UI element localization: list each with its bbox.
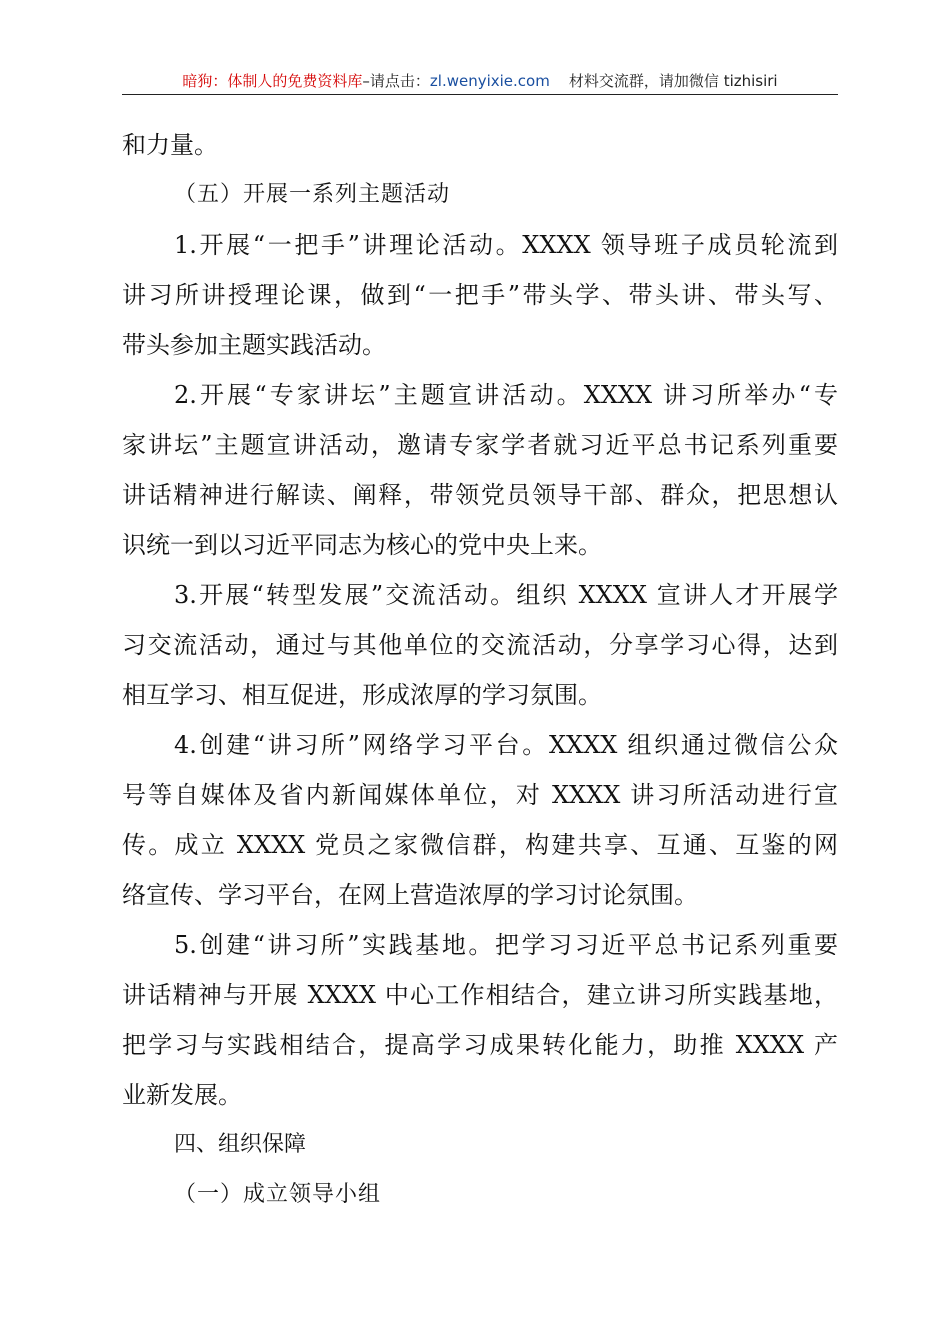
body-line: 业新发展。 [122, 1081, 242, 1109]
subsection-heading-1: （一）成立领导小组 [174, 1182, 382, 1207]
body-line: 讲话精神与开展 XXXX 中心工作相结合，建立讲习所实践基地， [122, 981, 838, 1009]
page-header [122, 68, 838, 94]
body-line: 络宣传、学习平台，在网上营造浓厚的学习讨论氛围。 [122, 881, 698, 909]
body-line: 讲习所讲授理论课，做到“一把手”带头学、带头讲、带头写、 [122, 281, 838, 309]
body-line: 传。成立 XXXX 党员之家微信群，构建共享、互通、互鉴的网 [122, 831, 838, 859]
header-site-name: 暗狗：体制人的免费资料库 [182, 72, 363, 90]
body-line: 把学习与实践相结合，提高学习成果转化能力，助推 XXXX 产 [122, 1031, 838, 1059]
body-line: 相互学习、相互促进，形成浓厚的学习氛围。 [122, 681, 602, 709]
body-line: 4.创建“讲习所”网络学习平台。XXXX 组织通过微信公众 [174, 731, 838, 759]
body-line: 家讲坛”主题宣讲活动，邀请专家学者就习近平总书记系列重要 [122, 431, 838, 459]
body-line: 讲话精神进行解读、阐释，带领党员领导干部、群众，把思想认 [122, 481, 838, 509]
body-line: 1.开展“一把手”讲理论活动。XXXX 领导班子成员轮流到 [174, 231, 838, 259]
header-url-link[interactable]: zl.wenyixie.com [429, 72, 550, 90]
body-line: 5.创建“讲习所”实践基地。把学习习近平总书记系列重要 [174, 931, 838, 959]
document-body [122, 120, 838, 1220]
header-click-prompt: –请点击： [362, 72, 430, 90]
body-line: 和力量。 [122, 131, 218, 159]
body-line: 带头参加主题实践活动。 [122, 331, 386, 359]
header-divider [122, 94, 838, 95]
body-line: 号等自媒体及省内新闻媒体单位，对 XXXX 讲习所活动进行宣 [122, 781, 838, 809]
subsection-heading-5: （五）开展一系列主题活动 [174, 182, 451, 207]
body-line: 3.开展“转型发展”交流活动。组织 XXXX 宣讲人才开展学 [174, 581, 838, 609]
body-line: 2.开展“专家讲坛”主题宣讲活动。XXXX 讲习所举办“专 [174, 381, 838, 409]
body-line: 识统一到以习近平同志为核心的党中央上来。 [122, 531, 602, 559]
section-heading-4: 四、组织保障 [174, 1132, 307, 1157]
body-line: 习交流活动，通过与其他单位的交流活动，分享学习心得，达到 [122, 631, 838, 659]
header-wechat-note: 材料交流群，请加微信 tizhisiri [568, 72, 778, 90]
